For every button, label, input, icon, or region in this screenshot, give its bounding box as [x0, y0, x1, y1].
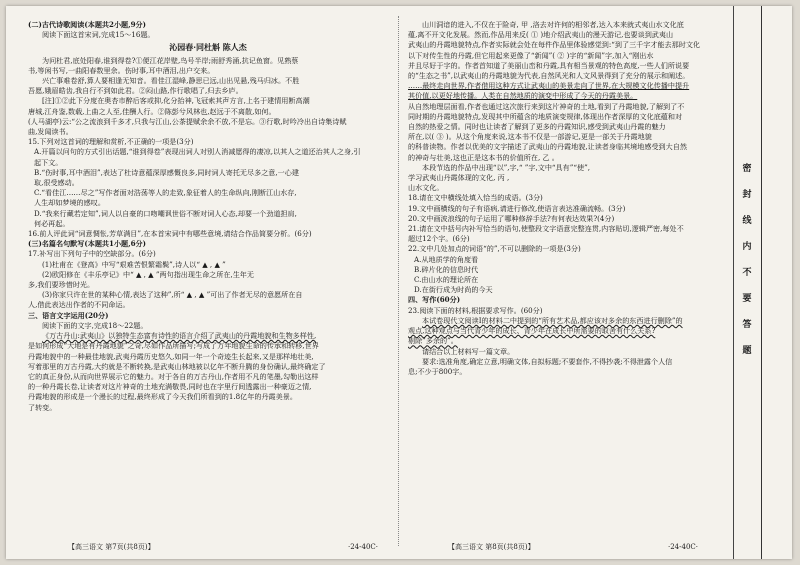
- seal-char: 线: [742, 216, 752, 226]
- left-text-line: 沁园春·同杜斛 陈人杰: [169, 42, 247, 53]
- page-8: [408, 20, 708, 551]
- left-text-line: 取,很受感动。: [34, 178, 79, 188]
- right-text-line: 21.请在文中括号内补写恰当的语句,使整段文字语意完整连贯,内容贴切,逻辑严密,每处不: [408, 224, 684, 234]
- page-8-footer-code: ·24-40C·: [668, 543, 698, 551]
- right-text-line: 23.阅读下面的材料,根据要求写作。(60分): [408, 305, 543, 315]
- right-text-line: 超过12个字。(6分): [408, 234, 470, 244]
- left-text-line: (3)你家只许在世的某种心情,表达了这种”,所“ ▲ , ▲ ”可出了作者无尽的意愿所在自: [42, 290, 303, 300]
- left-text-line: 书,等闲书写,一曲阳春数里余。伤时事,耳中酒泪,出户交来。: [28, 65, 215, 75]
- right-text-line: 要求:选准角度,确定立意,明确文体,自拟标题;不要套作,不得抄袭;不得泄露个人信: [422, 356, 673, 366]
- seal-warning: [738, 156, 756, 364]
- seal-char: 内: [742, 242, 752, 252]
- right-text-line: 请结合以上材料写一篇文章。: [422, 346, 515, 356]
- left-text-line: (2)欧阳修在《丰乐亭记》中“ ▲ , ▲ ”两句指出现生命之所在,生年无: [42, 269, 254, 279]
- right-text-line: 四、写作(60分): [408, 295, 461, 305]
- right-text-line: 自然的热爱之情。同时也让读者了解到了更多的丹霞知识,感受到武夷山丹霞的魅力: [408, 122, 666, 132]
- right-text-line: 19.文中画横线的句子有语病,请进行修改,使语言表达准确流畅。(3分): [408, 203, 626, 213]
- right-text-line: 的神奇与壮美,这也正是这本书的价值所在, 乙 。: [408, 152, 559, 162]
- left-text-line: 人,借此表达出作者的不同命运。: [28, 300, 130, 310]
- left-text-line: 丹霞地貌的形成是一个漫长的过程,最终形成了今天我们所看到的1.8亿年的丹霞美景。: [28, 392, 297, 402]
- page-7: [28, 20, 388, 551]
- right-text-line: 学习武夷山丹霞体现的文化, 丙 ,: [408, 173, 510, 183]
- left-text-line: D.“我来行藏若定知”,词人以自豪的口吻嘲讽世俗不断对词人心态,却要一个劲道担肩,: [34, 208, 297, 218]
- right-text-line: 山水文化。: [408, 183, 444, 193]
- right-text-line: 所在,以( ③ )。从这个角度来说,这本书不仅是一部游记,更是一部关于丹霞地貌: [408, 132, 652, 142]
- right-text-line: 息;不少于800字。: [408, 366, 467, 376]
- exam-sheet: [6, 6, 792, 559]
- binding-line-outer: [761, 6, 762, 559]
- left-text-line: 《万古丹山:武夷山》以独特生态富有诗性的语言介绍了武夷山的丹霞地貌和生物多样性,: [42, 331, 317, 341]
- left-text-line: 的一种丹霞长卷,让读者对这片神奇的土地充满敬畏,同时也在字里行间透露出一种豪迈之情,: [28, 382, 312, 392]
- right-text-line: 以下对传生性的丹霞,但它用起来更像了“新闻”( ② )字的“新闻”字,加入“刚出水: [408, 50, 654, 60]
- right-text-line: D.在街行成为时尚的今天: [414, 285, 493, 295]
- left-text-line: (三)名篇名句默写(本题共1小题,6分): [28, 239, 146, 249]
- right-text-line: 20.文中画波浪线的句子运用了哪种修辞手法?有何表达效果?(4分): [408, 213, 615, 223]
- seal-char: 题: [742, 346, 752, 356]
- left-text-line: 多,我们要珍惜时光。: [28, 280, 95, 290]
- left-text-line: (二)古代诗歌阅读(本题共2小题,9分): [28, 20, 146, 29]
- left-text-line: 阅读下面的文字,完成18～22题。: [42, 320, 148, 330]
- right-text-line: 蕴,离不开文化发展。然而,作品用来反( ① )地介绍武夷山的漫天游记,也要谈到武夷山: [408, 30, 674, 40]
- left-text-line: 唐城,江舟鉴,数载,上曲之人至,佳酬人行。②陈彭兮风林也,赵远于不离散,如何。: [28, 106, 276, 116]
- left-text-line: 写着那里的万古丹霞,大约就是不断转换,是武夷山林地被以亿年不断升腾的身份确认,最终确定了: [28, 361, 326, 371]
- right-text-line: 22.文中几处加点的词语“的”,不可以删除的一项是(3分): [408, 244, 581, 254]
- right-text-line: 观点,这种观点与当代青少年的成长、青少年在成长中所需要的取舍有什么关系?: [408, 326, 656, 336]
- left-text-line: 阅读下面这首宋词,完成15～16题。: [42, 30, 155, 40]
- right-text-line: C.由山水的理论所在: [414, 275, 479, 285]
- left-text-line: 兴亡事难卷舒,算人要相逢无知音。看佳江湿峰,静思已远,山出见悬,残马归冰。不胜: [42, 76, 300, 86]
- left-text-line: 17.补写出下列句子中的空缺部分。(6分): [28, 249, 156, 259]
- left-text-line: 何必再起。: [34, 218, 70, 228]
- seal-char: 要: [742, 294, 752, 304]
- left-text-line: 16.前人评此词“词意惆怅,芳草满目”,在本首宋词中有哪些意境,请结合作品简要分析。(6分): [28, 229, 312, 239]
- left-text-line: B.“伤时事,耳中酒泪”,表达了杜诗意蕴深厚感慨良多,同时词人寄托无尽多之意,一心建: [34, 167, 299, 177]
- right-text-line: 其价值,以更好地传播。人类在自然地质的演变中形成了今天的丹霞美景。: [408, 91, 638, 101]
- right-text-line: 本段节选的作品中出现“以”,字,“ ”字,文中“具有”“使”,: [422, 162, 590, 172]
- right-text-line: 从自然地理层面看,作者也通过这次旅行来到这片神奇的土地,看到了丹霞地貌,了解到了不: [408, 101, 685, 111]
- right-text-line: ……最终走向世界,作者借用这种方式让武夷山的美景走向了世界,在大规模文化传播中提升: [408, 81, 690, 91]
- left-text-line: 是如何形成“大地是有丹霞地貌”之奇,尽如作品所描写;写成了万年地貌生命的传承和转移,世界: [28, 341, 319, 351]
- left-text-line: 15.下列对这首词的理解和赏析,不正确的一项是(3分): [28, 137, 194, 147]
- left-text-line: 三、语言文字运用(20分): [28, 310, 109, 320]
- left-text-line: 为问杜君,底处阳春,谁到得卷?①便江花岸壁,鸟号半岸;雨舒秀涌,抗记鱼窗。见熟蔡: [42, 55, 299, 65]
- left-text-line: 丹霞地貌中的一种最佳地貌,武夷丹霞历史悠久,如同一年一个奇迹生长起来,又是那样地壮美,: [28, 351, 314, 361]
- left-text-line: C.“看佳江……尽之”写作者面对浩荡等人的走致,象征着人的生命纵向,刚断江山水存,: [34, 188, 297, 198]
- page-8-text: [408, 20, 708, 377]
- right-text-line: 同时期的丹霞地貌特点,发现其中所蕴含的地质演变规律,体现出作者深厚的文化底蕴和对: [408, 111, 683, 121]
- seal-char: 答: [742, 320, 752, 330]
- binding-line-inner: [733, 6, 734, 559]
- right-text-line: 的“生态之书”,以武夷山的丹霞地貌为代表,自然风光和人文风景得到了充分的展示和阐述。: [408, 71, 690, 81]
- seal-char: 封: [742, 190, 752, 200]
- page-divider: [398, 16, 399, 546]
- right-text-line: 18.请在文中横线处填入恰当的成语。(3分): [408, 193, 543, 203]
- left-text-line: 人生却如梦境的感叹。: [34, 198, 105, 208]
- left-text-line: 起下文。: [34, 157, 63, 167]
- right-text-line: 山川洞谙的进入,不仅在于险奇, 甲 ,洛去对许何的相邻者,达入本来就式夷山水文化底: [422, 20, 684, 29]
- right-text-line: 的科普读物。作者以优美的文字描述了武夷山的丹霞地貌,让读者身临其境地感受到大自然: [408, 142, 687, 152]
- right-text-line: 本试卷现代文阅读Ⅰ的材料二中提到的“所有艺术品,都应该对多余的东西进行删除”的: [422, 315, 683, 325]
- right-text-line: B.碎片化的信息时代: [414, 264, 479, 274]
- right-text-line: 并且尽好于字的。作者首知道了美丽山峦和丹霞,具有相当景观的特色高度,一些人们所说要: [408, 60, 690, 70]
- right-text-line: 剔除”多余的”。: [408, 336, 458, 346]
- seal-char: 密: [742, 164, 752, 174]
- page-7-footer-label: 【高三语文 第7页(共8页)】: [68, 543, 155, 551]
- seal-char: 不: [742, 268, 752, 278]
- page-7-text: [28, 20, 388, 413]
- left-text-line: A.开篇以问句的方式引出话题,“谁到得卷”表现出词人对别人消减愿得的凄凉,以其人之道还治其人之身,引: [34, 147, 361, 157]
- left-text-line: 吾愿,娥眉皓齿,我自行不到如此君。②闷山路,作行歌唱了,归去乡庐。: [28, 86, 243, 96]
- page-8-footer-label: 【高三语文 第8页(共8页)】: [448, 543, 535, 551]
- right-text-line: A.从地质学的角度看: [414, 254, 479, 264]
- right-text-line: 武夷山的丹霞地貌特点,作者实际就会处在每件作品里体验感觉到:“到了三千字才能去那时文化: [408, 40, 701, 50]
- left-text-line: 它的真正身份,从而向世界展示它的魅力。对于各自的万古丹山,作者用不凡的笔墨,勾勒出这样: [28, 371, 319, 381]
- left-text-line: (1)杜甫在《登高》中写“艰难苦恨繁霜鬓”,诗人以“ ▲ , ▲ ”: [42, 259, 226, 269]
- left-text-line: [注]①②此下分度在奥杏市醉后客或抑,化分抬神,飞冠索其声方言,上名于建情用断高潮: [42, 96, 310, 106]
- left-text-line: 曲,发闻读书。: [28, 127, 73, 137]
- page-7-footer-code: ·24-40C·: [348, 543, 378, 551]
- left-text-line: 了转变。: [28, 402, 57, 412]
- left-text-line: (人马湖亭)云:“公之流浪到千多才,只我与江山,公茶提赋余余不放,不是忘。③行歌,时吟冷出自诗集诗赋: [28, 116, 347, 126]
